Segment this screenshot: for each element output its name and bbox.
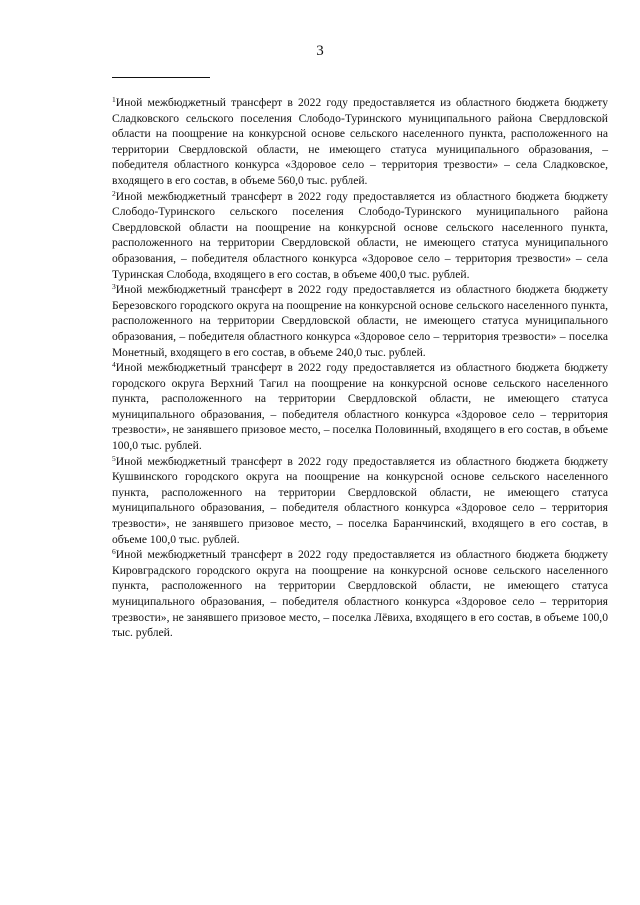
footnote-mark: 1 xyxy=(112,95,116,104)
footnote-6 xyxy=(112,547,608,641)
footnote-text: Иной межбюджетный трансферт в 2022 году предоставляется из областного бюджета бюджету Кировградского городского округа на поощрение на конкурсной основе сельского населенного пункта, расположенного на территории Свердловской области, не имеющего статуса муниципального образования, – победителя областного конкурса «Здоровое село – территория трезвости», не занявшего призовое место, – поселка Лёвиха, входящего в его состав, в объеме 100,0 тыс. рублей. xyxy=(112,548,608,640)
footnote-mark: 2 xyxy=(112,188,116,198)
footnote-text: Иной межбюджетный трансферт в 2022 году предоставляется из областного бюджета бюджету Слободо-Туринского сельского поселения Слободо-Туринского муниципального района Свердловской области на поощрение на конкурсной основе сельского населенного пункта, расположенного на территории Свердловской области, не имеющего статуса муниципального образования, – победителя областного конкурса «Здоровое село – территория трезвости» – села Туринская Слобода, входящего в его состав, в объеме 400,0 тыс. рублей. xyxy=(112,189,608,281)
footnote-text: Иной межбюджетный трансферт в 2022 году предоставляется из областного бюджета бюджету Березовского городского округа на поощрение на конкурсной основе сельского населенного пункта, расположенного на территории Свердловской области, не имеющего статуса муниципального образования, – победителя областного конкурса «Здоровое село – территория трезвости» – поселка Монетный, входящего в его состав, в объеме 240,0 тыс. рублей. xyxy=(112,283,608,359)
footnote-mark: 3 xyxy=(112,282,116,292)
footnote-mark: 4 xyxy=(112,360,116,370)
footnote-2 xyxy=(112,189,608,283)
footnote-1 xyxy=(112,95,608,189)
footnotes-section xyxy=(112,95,608,641)
footnote-text: Иной межбюджетный трансферт в 2022 году предоставляется из областного бюджета бюджету Кушвинского городского округа на поощрение на конкурсной основе сельского населенного пункта, расположенного на территории Свердловской области, не имеющего статуса муниципального образования, – победителя областного конкурса «Здоровое село – территория трезвости», не занявшего призовое место, – поселка Баранчинский, входящего в его состав, в объеме 100,0 тыс. рублей. xyxy=(112,454,608,546)
footnote-mark: 6 xyxy=(112,547,116,557)
footnote-text: Иной межбюджетный трансферт в 2022 году предоставляется из областного бюджета бюджету городского округа Верхний Тагил на поощрение на конкурсной основе сельского населенного пункта, расположенного на территории Свердловской области, не имеющего статуса муниципального образования, – победителя областного конкурса «Здоровое село – территория трезвости», не занявшего призовое место, – поселка Половинный, входящего в его состав, в объеме 100,0 тыс. рублей. xyxy=(112,361,608,453)
footnote-3 xyxy=(112,282,608,360)
page-number: 3 xyxy=(316,43,324,59)
footnote-4 xyxy=(112,360,608,454)
footnote-text: Иной межбюджетный трансферт в 2022 году предоставляется из областного бюджета бюджету Сладковского сельского поселения Слободо-Туринского муниципального района Свердловской области на поощрение на конкурсной основе сельского населенного пункта, расположенного на территории Свердловской области, не имеющего статуса муниципального образования, – победителя областного конкурса «Здоровое село – территория трезвости» – села Сладковское, входящего в его состав, в объеме 560,0 тыс. рублей. xyxy=(112,96,608,187)
footnote-5 xyxy=(112,454,608,548)
footnote-separator xyxy=(112,77,210,78)
footnote-mark: 5 xyxy=(112,453,116,463)
